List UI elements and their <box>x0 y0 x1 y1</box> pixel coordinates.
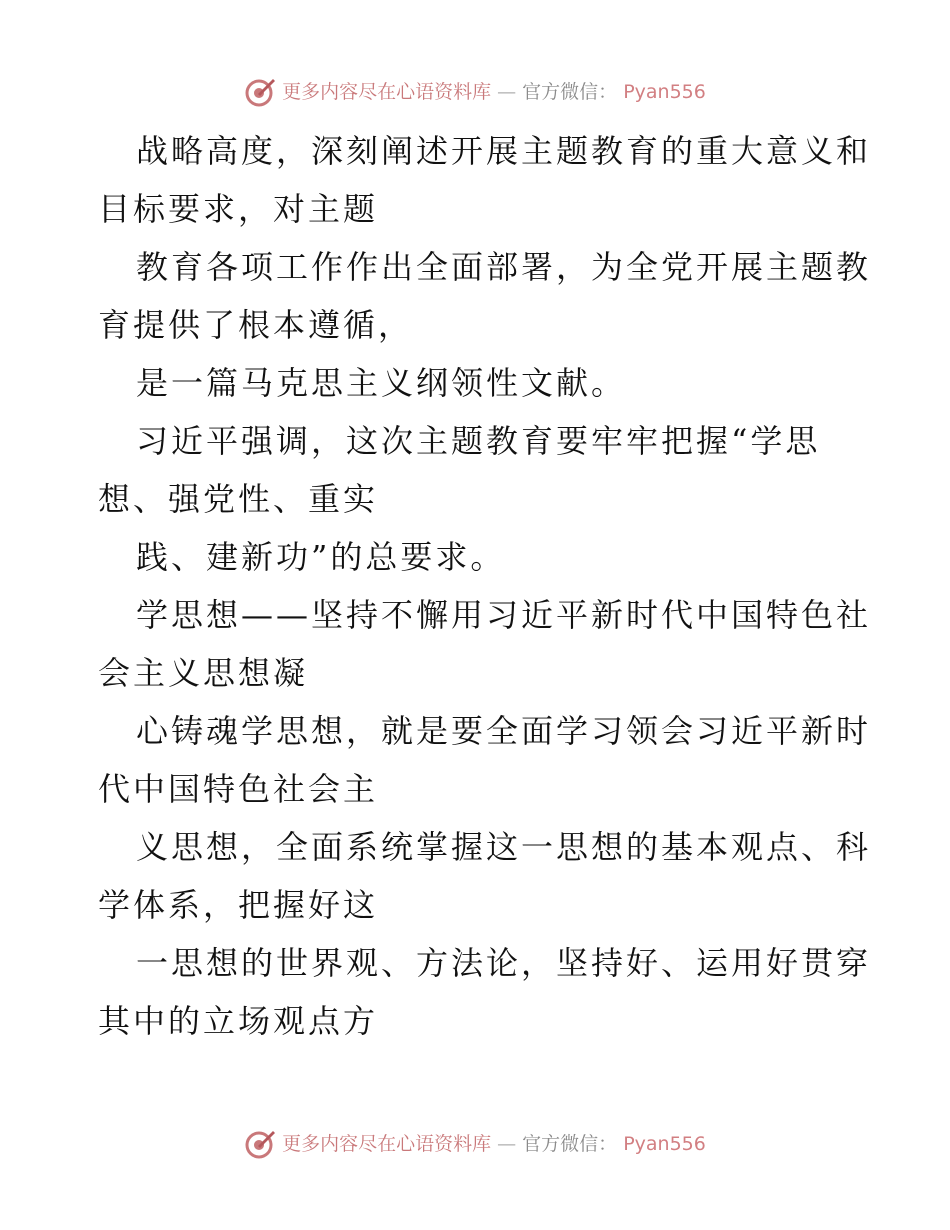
watermark-separator: — <box>497 81 517 103</box>
paragraph-line: 义思想，全面系统掌握这一思想的基本观点、科 <box>136 828 872 866</box>
watermark-separator: — <box>497 1133 517 1155</box>
paragraph <box>98 122 872 238</box>
paragraph-line: 代中国特色社会主 <box>98 770 379 808</box>
paragraph-line: 学思想——坚持不懈用习近平新时代中国特色社 <box>136 596 872 634</box>
paragraph-line: 战略高度，深刻阐述开展主题教育的重大意义和 <box>136 132 872 170</box>
paragraph-line: 一思想的世界观、方法论，坚持好、运用好贯穿 <box>136 944 872 982</box>
watermark-main-text: 更多内容尽在心语资料库 <box>282 1133 492 1155</box>
footer-watermark <box>0 1128 950 1160</box>
paragraph-line: 其中的立场观点方 <box>98 1002 379 1040</box>
paragraph <box>98 586 872 702</box>
paragraph <box>98 238 872 354</box>
paragraph <box>98 818 872 934</box>
watermark-wechat-id: Pyan556 <box>623 81 706 103</box>
pen-logo-icon <box>244 76 276 108</box>
paragraph <box>98 528 858 586</box>
paragraph-line: 育提供了根本遵循， <box>98 306 414 344</box>
paragraph-line: 习近平强调，这次主题教育要牢牢把握“学思 <box>136 422 821 460</box>
paragraph-line: 心铸魂学思想，就是要全面学习领会习近平新时 <box>136 712 872 750</box>
paragraph <box>98 412 858 528</box>
paragraph-line: 践、建新功”的总要求。 <box>136 538 506 576</box>
paragraph-line: 想、强党性、重实 <box>98 480 379 518</box>
paragraph-line: 学体系，把握好这 <box>98 886 379 924</box>
paragraph-line: 是一篇马克思主义纲领性文献。 <box>136 364 627 402</box>
paragraph <box>98 702 872 818</box>
paragraph-line: 教育各项工作作出全面部署，为全党开展主题教 <box>136 248 872 286</box>
watermark-main-text: 更多内容尽在心语资料库 <box>282 81 492 103</box>
paragraph <box>98 934 872 1050</box>
watermark-official-label: 官方微信： <box>522 81 618 103</box>
header-watermark <box>0 76 950 108</box>
paragraph-line: 会主义思想凝 <box>98 654 309 692</box>
paragraph-line: 目标要求，对主题 <box>98 190 379 228</box>
paragraph <box>98 354 858 412</box>
pen-logo-icon <box>244 1128 276 1160</box>
watermark-wechat-id: Pyan556 <box>623 1133 706 1155</box>
document-body <box>98 122 872 1050</box>
watermark-official-label: 官方微信： <box>522 1133 618 1155</box>
